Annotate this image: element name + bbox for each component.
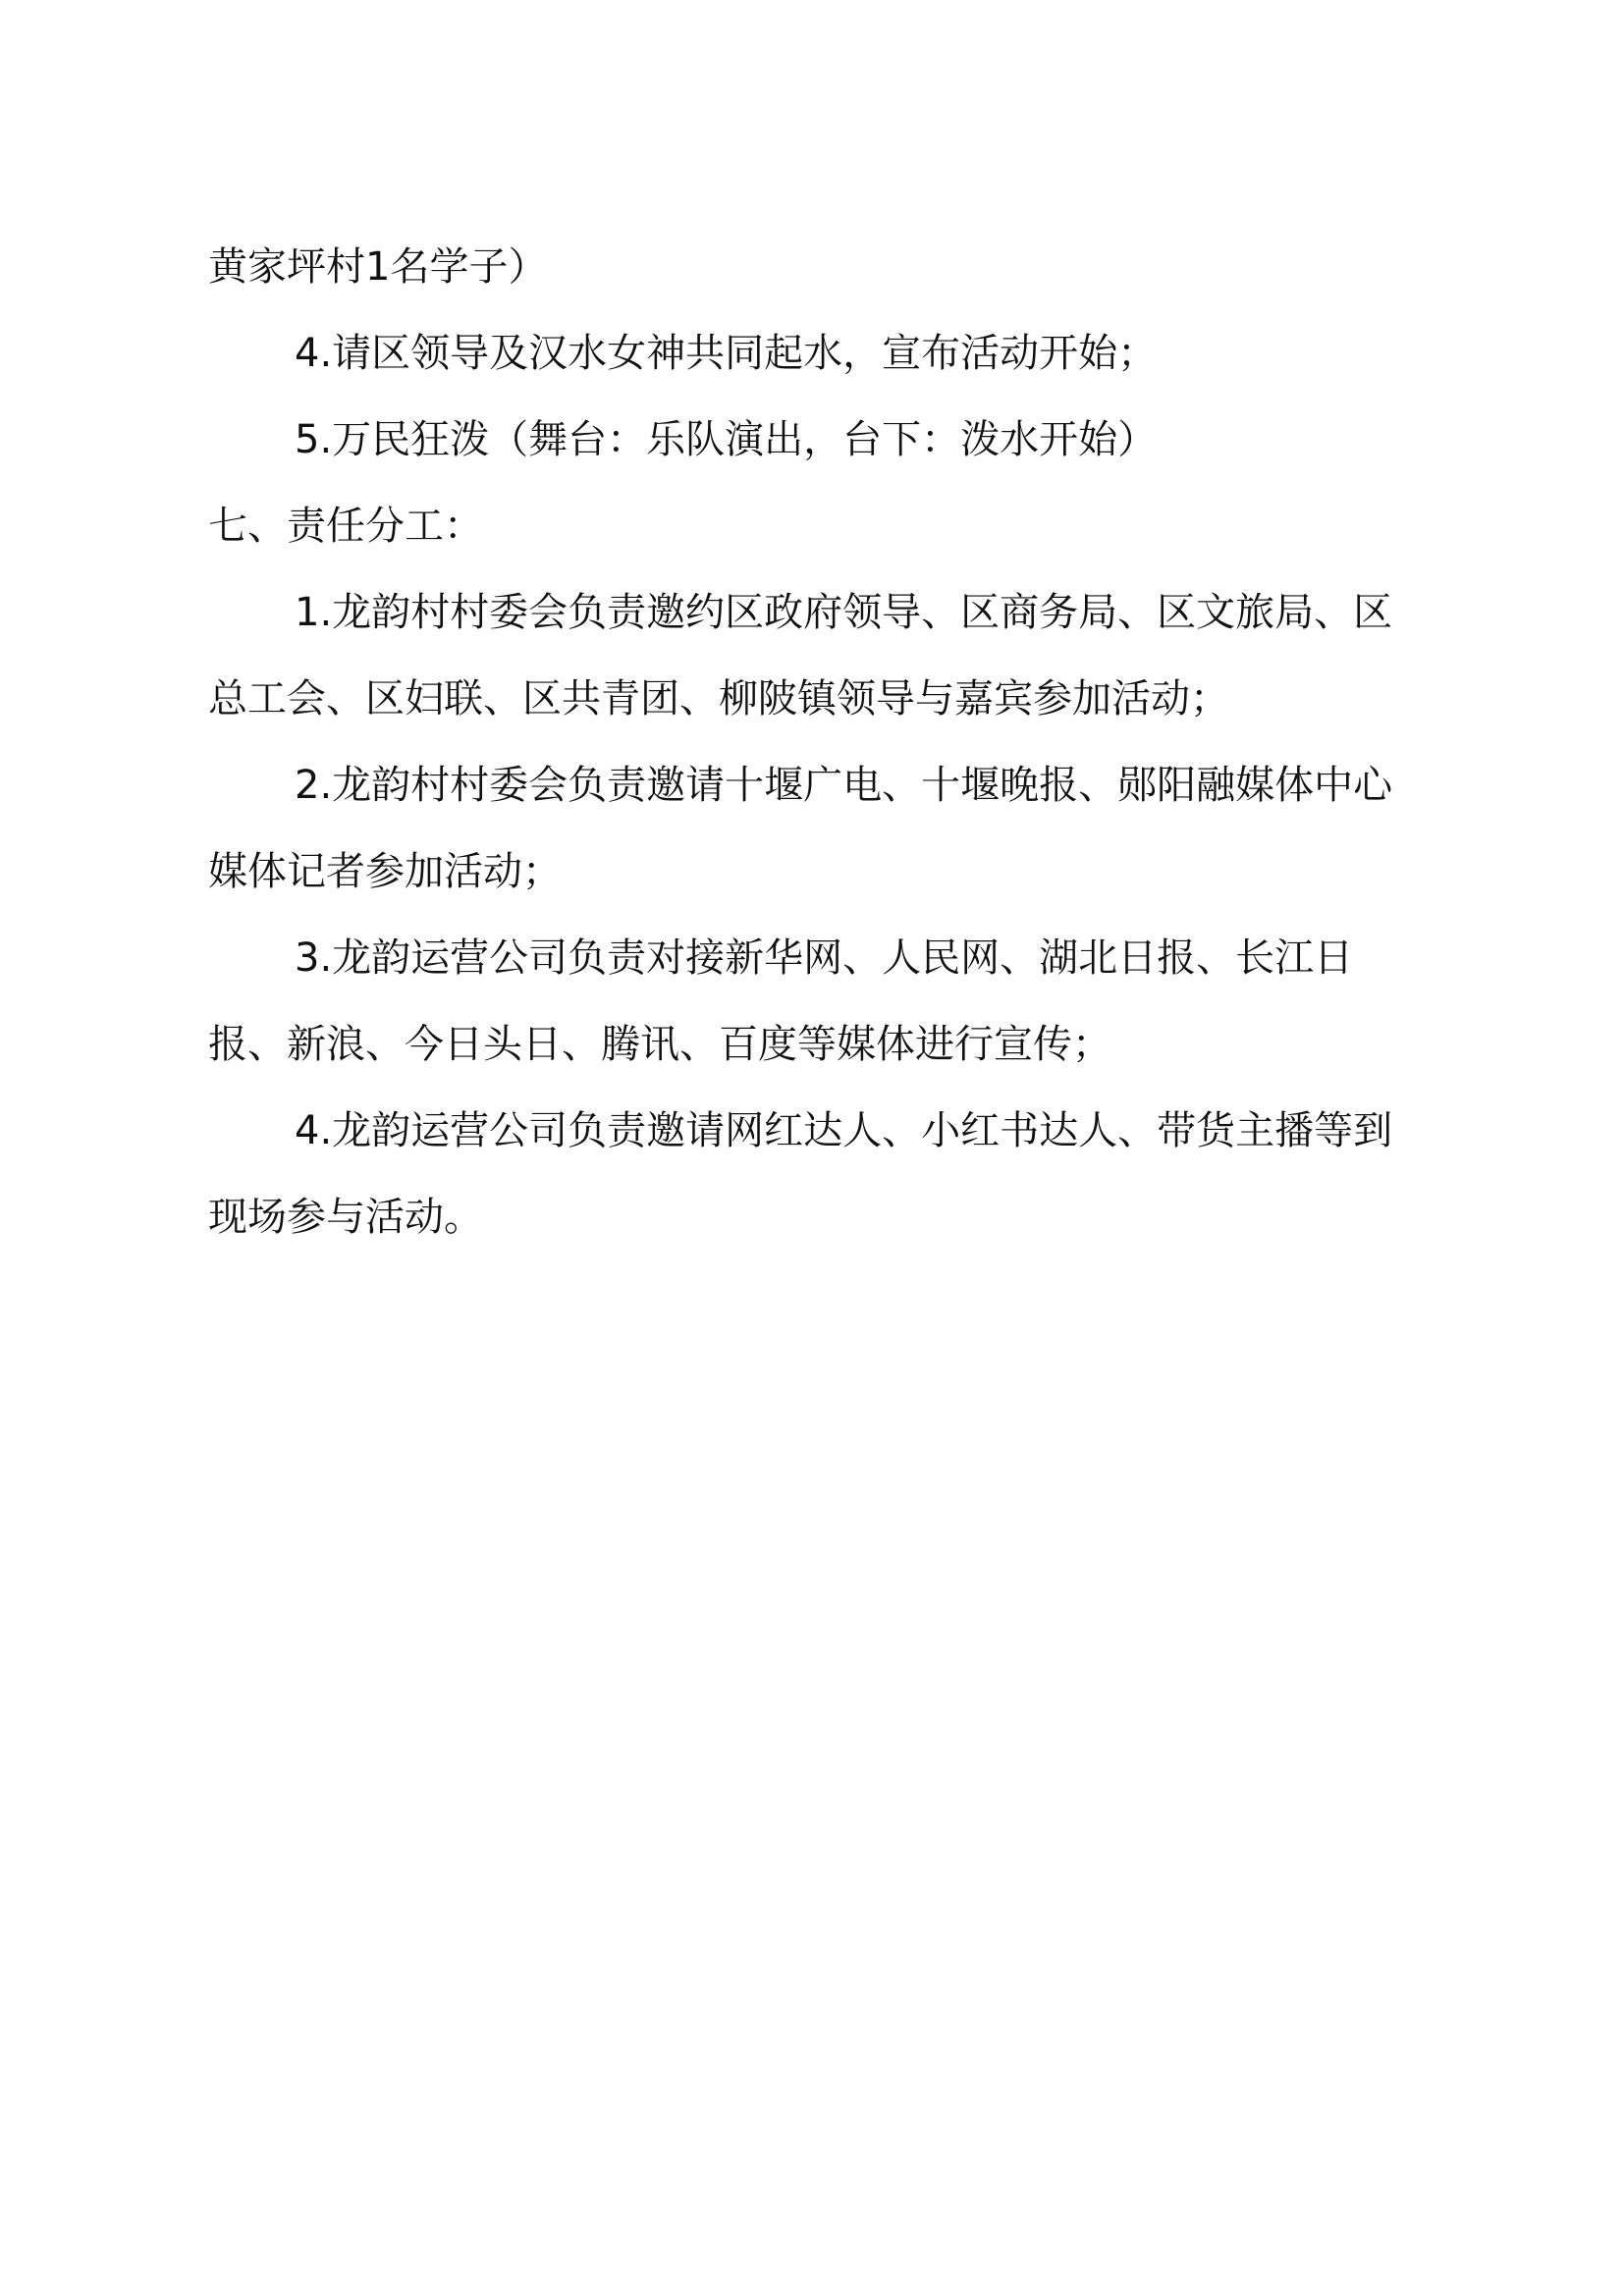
document-body [208,224,1401,1260]
paragraph-continuation: 黄家坪村1名学子） [208,244,548,290]
paragraph-responsibility-1: 1.龙韵村村委会负责邀约区政府领导、区商务局、区文旅局、区总工会、区妇联、区共青团、柳陂镇领导与嘉宾参加活动； [208,590,1393,721]
paragraph-responsibility-3: 3.龙韵运营公司负责对接新华网、人民网、湖北日报、长江日报、新浪、今日头日、腾讯、百度等媒体进行宣传； [208,935,1354,1067]
paragraph-responsibility-4: 4.龙韵运营公司负责邀请网红达人、小红书达人、带货主播等到现场参与活动。 [208,1108,1393,1240]
paragraph-item-4-water-ceremony: 4.请区领导及汉水女神共同起水，宣布活动开始； [295,331,1158,376]
paragraph-item-5-water-splashing: 5.万民狂泼（舞台：乐队演出，台下：泼水开始） [295,417,1158,462]
section-heading-responsibilities: 七、责任分工： [208,504,483,549]
paragraph-responsibility-2: 2.龙韵村村委会负责邀请十堰广电、十堰晚报、郧阳融媒体中心媒体记者参加活动； [208,763,1393,894]
